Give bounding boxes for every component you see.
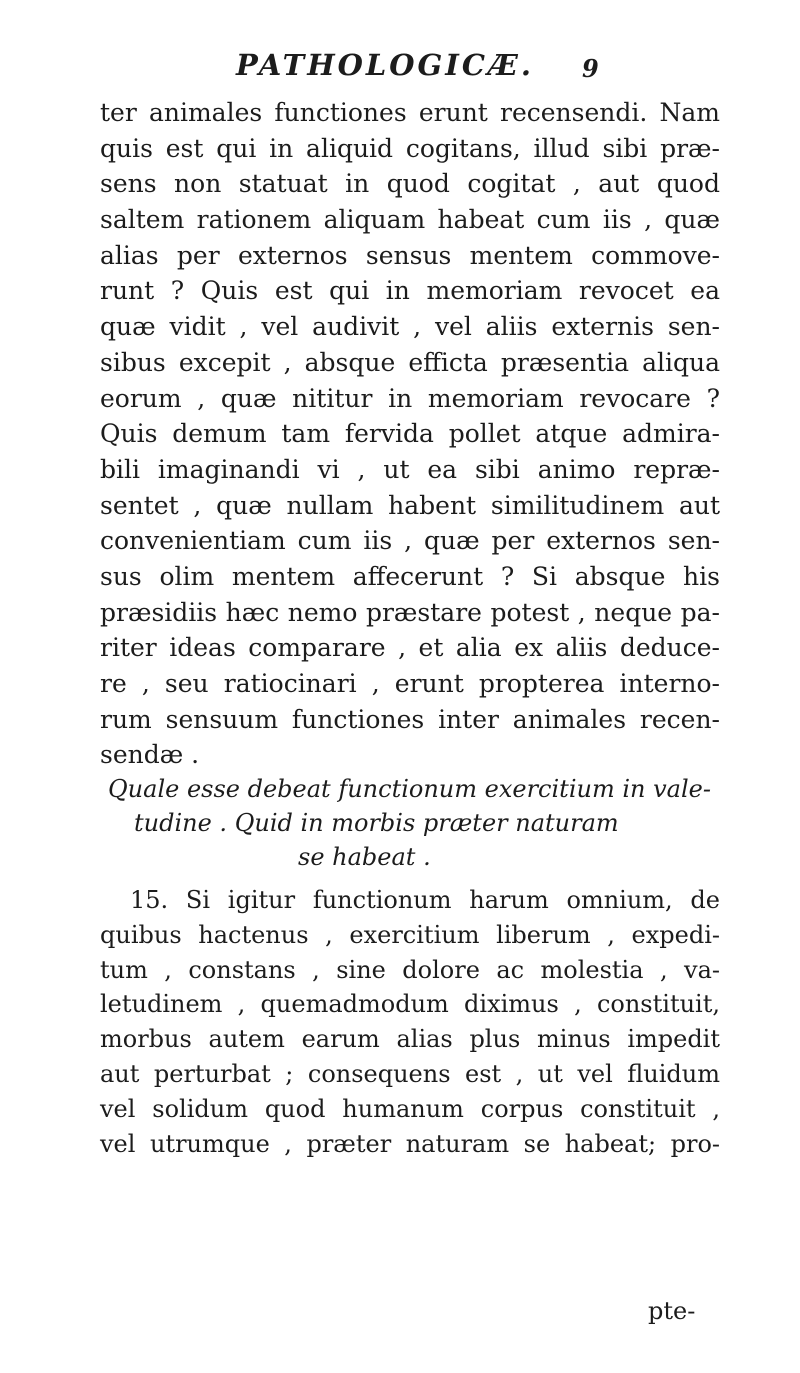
heading-line: se habeat . — [298, 843, 431, 871]
text-line: sus olim mentem affecerunt ? Si absque his — [100, 561, 720, 591]
text-line: quæ vidit , vel audivit , vel aliis externis sen- — [100, 312, 720, 342]
text-line: alias per externos sensus mentem commove- — [100, 240, 720, 270]
running-head — [0, 48, 800, 88]
text-line: convenientiam cum iis , quæ per externos sen- — [100, 526, 720, 556]
text-line: vel utrumque , præter naturam se habeat; pro- — [100, 1129, 720, 1158]
text-line: sibus excepit , absque effiᴄta præsentia aliqua — [100, 347, 720, 377]
page-number: 9 — [582, 54, 599, 83]
text-line: letudinem , quemadmodum diximus , constituit, — [100, 990, 720, 1019]
text-line: runt ? Quis est qui in memoriam revocet ea — [100, 276, 720, 306]
text-line: tum , constans , sine dolore ac molestia , va- — [100, 955, 720, 984]
text-line: 15. Si igitur functionum harum omnium, de — [130, 886, 720, 914]
paragraph-two — [100, 883, 720, 1161]
text-line: ter animales functiones erunt recensendi. Nam — [100, 98, 720, 127]
text-line: morbus autem earum alias plus minus impedit — [100, 1025, 720, 1054]
text-line: quibus hactenus , exercitium liberum , expedi- — [100, 920, 720, 949]
paragraph-one — [100, 95, 720, 773]
text-line: vel solidum quod humanum corpus constituit , — [100, 1094, 720, 1123]
text-line: riter ideas comparare , et alia ex aliis deduce- — [100, 633, 720, 663]
section-heading — [100, 772, 720, 874]
text-line: sendæ . — [100, 740, 200, 770]
text-line: saltem rationem aliquam habeat cum iis , quæ — [100, 205, 720, 235]
text-line: sens non statuat in quod cogitat , aut quod — [100, 169, 720, 199]
text-line: eorum , quæ nititur in memoriam revocare ? — [100, 383, 720, 413]
text-line: aut perturbat ; consequens est , ut vel fluidum — [100, 1059, 720, 1088]
text-line: re , seu ratiocinari , erunt propterea interno- — [100, 669, 720, 698]
text-line: præsidiis hæc nemo præstare potest , neque pa- — [100, 597, 720, 627]
heading-line: Quale esse debeat functionum exercitium in vale- — [108, 775, 711, 803]
running-head-title: PATHOLOGICÆ. — [236, 48, 535, 82]
text-line: quis est qui in aliquid cogitans, illud sibi præ- — [100, 133, 720, 163]
catchword: pte- — [648, 1297, 696, 1325]
text-line: bili imaginandi vi , ut ea sibi animo repræ- — [100, 454, 720, 484]
text-line: rum sensuum functiones inter animales recen- — [100, 704, 720, 734]
heading-line: tudine . Quid in morbis præter naturam — [134, 809, 619, 837]
text-line: Quis demum tam fervida pollet atque admira- — [100, 419, 720, 449]
text-line: sentet , quæ nullam habent similitudinem aut — [100, 490, 720, 520]
